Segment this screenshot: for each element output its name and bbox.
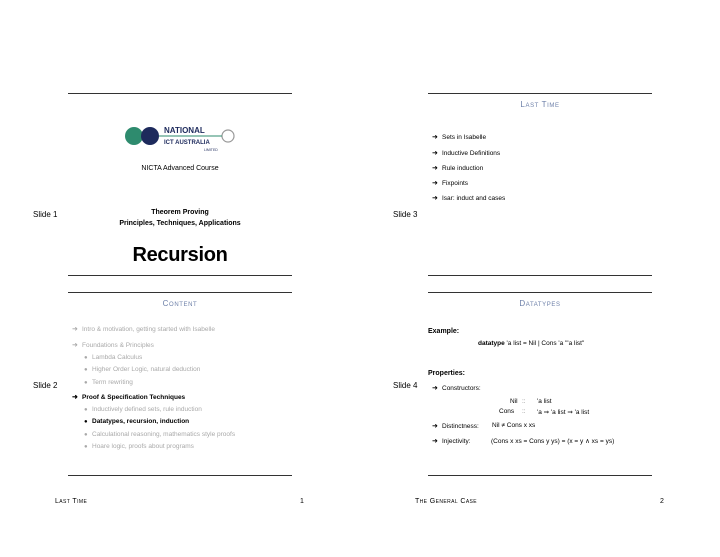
distinctness-item: ➜ Distinctness: — [432, 423, 479, 430]
bullet-icon: ● — [84, 407, 88, 413]
footer-left-title: Last Time — [55, 498, 88, 505]
logo-line3: LIMITED — [204, 148, 218, 152]
bullet-icon: ● — [84, 432, 88, 438]
slide3-bottom-rule — [428, 275, 652, 276]
slide2-bottom-rule — [68, 475, 292, 476]
example-label: Example: — [428, 328, 460, 335]
bullet-icon: ● — [84, 444, 88, 450]
content-subitem: ● Term rewriting — [84, 379, 133, 386]
injectivity-item: ➜ Injectivity: — [432, 438, 471, 445]
slide1-label: Slide 1 — [33, 210, 58, 219]
constructors-item: ➜ Constructors: — [432, 385, 481, 392]
logo-line1: NATIONAL — [164, 126, 205, 135]
arrow-right-icon: ➜ — [432, 150, 438, 157]
slide1-title: Recursion — [132, 244, 228, 266]
bullet-icon: ● — [84, 367, 88, 373]
injectivity-formula: (Cons x xs = Cons y ys) = (x = y ∧ xs = ys) — [491, 438, 615, 445]
slide2-top-rule — [68, 292, 292, 293]
slide4-top-rule — [428, 292, 652, 293]
nicta-logo-graphic — [124, 116, 236, 160]
arrow-right-icon: ➜ — [72, 342, 78, 349]
arrow-right-icon: ➜ — [72, 394, 78, 401]
arrow-right-icon: ➜ — [432, 385, 438, 392]
datatype-definition — [478, 340, 584, 347]
bullet-icon: ● — [84, 355, 88, 361]
slide4-label: Slide 4 — [393, 381, 418, 390]
datatype-keyword: datatype — [478, 340, 505, 347]
nicta-logo — [124, 116, 236, 160]
footer-right-title: The General Case — [415, 498, 478, 505]
footer-right-page: 2 — [660, 498, 664, 505]
content-subitem: ● Hoare logic, proofs about programs — [84, 443, 194, 450]
slide3-title: Last Time — [520, 100, 560, 109]
slide3-item: ➜ Sets in Isabelle — [432, 134, 487, 141]
arrow-right-icon: ➜ — [432, 423, 438, 430]
subtitle-theorem-proving: Theorem Proving — [151, 209, 209, 216]
slide2-title: Content — [162, 299, 198, 308]
logo-line2: ICT AUSTRALIA — [164, 140, 210, 146]
bullet-icon: ● — [84, 419, 88, 425]
slide4-bottom-rule — [428, 475, 652, 476]
nil-name: Nil — [510, 398, 518, 405]
content-item: ➜ Foundations & Principles — [72, 342, 154, 349]
cons-type: 'a ⇒ 'a list ⇒ 'a list — [537, 409, 590, 416]
content-subitem: ● Inductively defined sets, rule induction — [84, 406, 202, 413]
arrow-right-icon: ➜ — [72, 326, 78, 333]
cons-colon: :: — [522, 408, 526, 415]
slide2-label: Slide 2 — [33, 381, 58, 390]
cons-name: Cons — [499, 408, 515, 415]
content-subitem: ● Datatypes, recursion, induction — [84, 418, 190, 425]
slide4-title: Datatypes — [519, 299, 561, 308]
arrow-right-icon: ➜ — [432, 165, 438, 172]
properties-label: Properties: — [428, 370, 465, 377]
slide3-item: ➜ Inductive Definitions — [432, 150, 501, 157]
slide1-top-rule — [68, 93, 292, 94]
slide3-label: Slide 3 — [393, 210, 418, 219]
slide3-item: ➜ Rule induction — [432, 165, 484, 172]
arrow-right-icon: ➜ — [432, 195, 438, 202]
nil-colon: :: — [522, 398, 526, 405]
bullet-icon: ● — [84, 380, 88, 386]
content-subitem: ● Lambda Calculus — [84, 354, 143, 361]
distinctness-formula: Nil ≠ Cons x xs — [492, 422, 536, 429]
arrow-right-icon: ➜ — [432, 438, 438, 445]
content-item: ➜ Proof & Specification Techniques — [72, 394, 186, 401]
footer-left-page: 1 — [300, 498, 304, 505]
subtitle-principles: Principles, Techniques, Applications — [119, 220, 241, 227]
content-subitem: ● Higher Order Logic, natural deduction — [84, 366, 201, 373]
slide3-top-rule — [428, 93, 652, 94]
slide1-bottom-rule — [68, 275, 292, 276]
nil-type: 'a list — [537, 398, 552, 405]
content-item: ➜ Intro & motivation, getting started with Isabelle — [72, 326, 215, 333]
content-subitem: ● Calculational reasoning, mathematics style proofs — [84, 431, 236, 438]
slide3-item: ➜ Fixpoints — [432, 180, 469, 187]
slide3-item: ➜ Isar: induct and cases — [432, 195, 506, 202]
course-name: NICTA Advanced Course — [141, 165, 219, 172]
arrow-right-icon: ➜ — [432, 134, 438, 141]
datatype-body: 'a list = Nil | Cons 'a "'a list" — [504, 340, 585, 347]
arrow-right-icon: ➜ — [432, 180, 438, 187]
